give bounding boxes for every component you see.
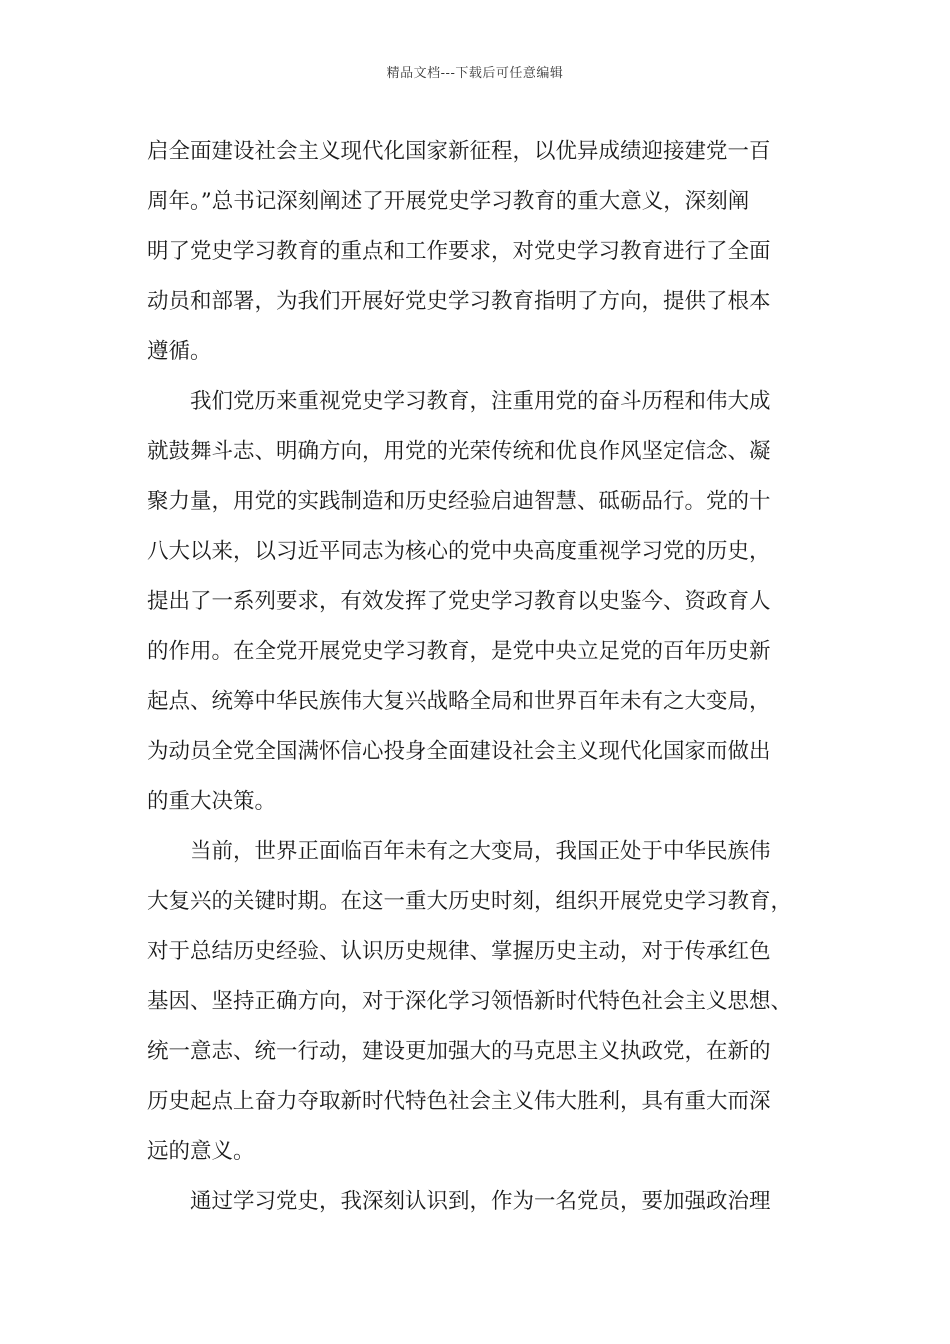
paragraph-1-line-2: 周年。”总书记深刻阐述了开展党史学习教育的重大意义，深刻阐 — [147, 189, 750, 214]
paragraph-3-line-1: 当前，世界正面临百年未有之大变局，我国正处于中华民族伟 — [190, 839, 771, 864]
paragraph-3-line-6: 历史起点上奋力夺取新时代特色社会主义伟大胜利，具有重大而深 — [147, 1089, 771, 1114]
paragraph-2-line-3: 聚力量，用党的实践制造和历史经验启迪智慧、砥砺品行。党的十 — [147, 489, 771, 514]
paragraph-2-line-7: 起点、统筹中华民族伟大复兴战略全局和世界百年未有之大变局， — [147, 689, 771, 714]
paragraph-2-line-2: 就鼓舞斗志、明确方向，用党的光荣传统和优良作风坚定信念、凝 — [147, 439, 771, 464]
page-header: 精品文档---下载后可任意编辑 — [386, 66, 564, 81]
paragraph-1-line-1: 启全面建设社会主义现代化国家新征程，以优异成绩迎接建党一百 — [147, 139, 771, 164]
paragraph-3-line-2: 大复兴的关键时期。在这一重大历史时刻，组织开展党史学习教育， — [147, 889, 793, 914]
paragraph-3-line-3: 对于总结历史经验、认识历史规律、掌握历史主动，对于传承红色 — [147, 939, 771, 964]
paragraph-3-line-4: 基因、坚持正确方向，对于深化学习领悟新时代特色社会主义思想、 — [147, 989, 793, 1014]
paragraph-1-line-3: 明了党史学习教育的重点和工作要求，对党史学习教育进行了全面 — [147, 239, 771, 264]
paragraph-2-line-5: 提出了一系列要求，有效发挥了党史学习教育以史鉴今、资政育人 — [147, 589, 771, 614]
paragraph-3-line-5: 统一意志、统一行动，建设更加强大的马克思主义执政党，在新的 — [147, 1039, 771, 1064]
paragraph-1-line-4: 动员和部署，为我们开展好党史学习教育指明了方向，提供了根本 — [147, 289, 771, 314]
paragraph-2-line-9: 的重大决策。 — [147, 789, 277, 814]
paragraph-2-line-4: 八大以来，以习近平同志为核心的党中央高度重视学习党的历史， — [147, 539, 771, 564]
paragraph-2-line-8: 为动员全党全国满怀信心投身全面建设社会主义现代化国家而做出 — [147, 739, 771, 764]
paragraph-1-line-5: 遵循。 — [147, 339, 212, 364]
paragraph-2-line-6: 的作用。在全党开展党史学习教育，是党中央立足党的百年历史新 — [147, 639, 771, 664]
paragraph-3-line-7: 远的意义。 — [147, 1139, 255, 1164]
paragraph-4-line-1: 通过学习党史，我深刻认识到，作为一名党员，要加强政治理 — [190, 1189, 771, 1214]
paragraph-2-line-1: 我们党历来重视党史学习教育，注重用党的奋斗历程和伟大成 — [190, 389, 771, 414]
